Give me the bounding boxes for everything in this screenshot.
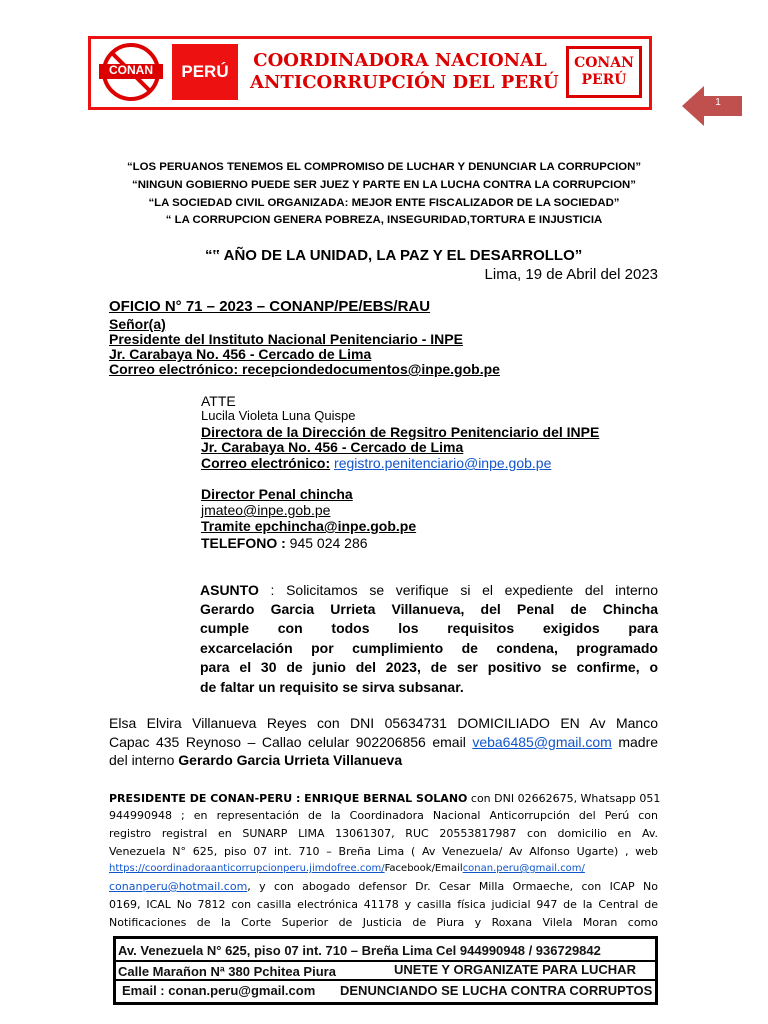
para-line6: [109, 880, 658, 893]
para-line1: [109, 792, 661, 805]
atte-role: Directora de la Dirección de Regsitro Penitenciario del INPE: [201, 424, 600, 440]
asunto-label: ASUNTO: [200, 582, 259, 598]
para-line8: Notificaciones de la Corte Superior de Justicia de Piura y Roxana Vilela Moran como: [109, 916, 658, 929]
logo-text: CONAN: [109, 63, 153, 77]
director-email[interactable]: jmateo@inpe.gob.pe: [201, 502, 331, 518]
asunto-line1: [200, 582, 658, 598]
asunto-line6: de faltar un requisito se sirva subsanar.: [200, 679, 464, 695]
para-line5-mid: Facebook/Email: [384, 863, 463, 874]
page-number: 1: [715, 97, 721, 108]
conan-box-line2: PERÚ: [581, 72, 627, 88]
slogan-3: “LA SOCIEDAD CIVIL ORGANIZADA: MEJOR ENTE FISCALIZADOR DE LA SOCIEDAD”: [148, 197, 620, 209]
atte-email-link[interactable]: registro.penitenciario@inpe.gob.pe: [334, 455, 552, 471]
para-line3: registro registral en SUNARP LIMA 13061307, RUC 20553817987 con domicilio en Av.: [109, 827, 658, 840]
para-line6-rest: , y con abogado defensor Dr. Cesar Milla Ormaeche, con ICAP No: [247, 880, 658, 893]
requester-line2-text: Capac 435 Reynoso – Callao celular 902206856 email: [109, 734, 466, 750]
para-line1-rest: con DNI 02662675, Whatsapp 051: [470, 792, 661, 805]
para-line7: 0169, ICAL No 7812 con casilla electrónica 41178 y casilla física judicial 947 de la Central de: [109, 898, 658, 911]
footer-line1: Av. Venezuela N° 625, piso 07 int. 710 – Breña Lima Cel 944990948 / 936729842: [118, 943, 601, 958]
requester-line1: Elsa Elvira Villanueva Reyes con DNI 05634731 DOMICILIADO EN Av Manco: [109, 715, 658, 731]
hotmail-link[interactable]: conanperu@hotmail.com: [109, 880, 248, 893]
atte-address: Jr. Carabaya No. 456 - Cercado de Lima: [201, 439, 464, 455]
date-line: Lima, 19 de Abril del 2023: [484, 266, 658, 283]
oficio-number: OFICIO N° 71 – 2023 – CONANP/PE/EBS/RAU: [109, 298, 431, 315]
salutation: Señor(a): [109, 316, 166, 332]
para-line5: [109, 863, 658, 874]
peru-label: PERÚ: [172, 44, 238, 100]
footer-email: Email : conan.peru@gmail.com: [122, 983, 316, 998]
footer-address-piura: Calle Marañon Nª 380 Pchitea Piura: [118, 964, 336, 979]
conan-peru-box: [566, 46, 642, 98]
requester-line2: [109, 734, 658, 750]
requester-inmate-name: Gerardo Garcia Urrieta Villanueva: [178, 752, 403, 768]
year-motto: “‟ AÑO DE LA UNIDAD, LA PAZ Y EL DESARROLLO”: [205, 247, 583, 264]
footer-divider-2: [113, 979, 658, 981]
tramite-email[interactable]: Tramite epchincha@inpe.gob.pe: [201, 518, 417, 534]
atte-name: Lucila Violeta Luna Quispe: [201, 408, 356, 423]
phone-value: 945 024 286: [289, 535, 368, 551]
footer-slogan-2: DENUNCIANDO SE LUCHA CONTRA CORRUPTOS: [340, 983, 653, 998]
requester-line2-tail: madre: [618, 734, 659, 750]
email-link[interactable]: conan.peru@gmail.com/: [462, 863, 585, 874]
atte-email-label: Correo electrónico:: [201, 455, 331, 471]
requester-line3-text: del interno: [109, 752, 175, 768]
recipient: Presidente del Instituto Nacional Penitenciario - INPE: [109, 331, 463, 347]
banner-title-line1: COORDINADORA NACIONAL: [253, 50, 547, 71]
phone-line: [201, 535, 368, 551]
atte-label: ATTE: [201, 393, 236, 409]
slogan-2: “NINGUN GOBIERNO PUEDE SER JUEZ Y PARTE EN LA LUCHA CONTRA LA CORRUPCION”: [132, 179, 636, 191]
asunto-line4: excarcelación por cumplimiento de condena, programado: [200, 640, 658, 656]
asunto-line2: Gerardo Garcia Urrieta Villanueva, del Penal de Chincha: [200, 601, 658, 617]
para-line4: Venezuela N° 625, piso 07 int. 710 – Breña Lima ( Av Venezuela/ Av Alfonso Ugarte) , web: [109, 845, 658, 858]
asunto-line5: para el 30 de junio del 2023, de ser positivo se confirme, o: [200, 659, 658, 675]
recipient-address: Jr. Carabaya No. 456 - Cercado de Lima: [109, 346, 372, 362]
requester-line3: [109, 752, 402, 768]
slogan-1: “LOS PERUANOS TENEMOS EL COMPROMISO DE LUCHAR Y DENUNCIAR LA CORRUPCION”: [126, 161, 642, 173]
requester-email-link[interactable]: veba6485@gmail.com: [472, 734, 612, 750]
recipient-email[interactable]: Correo electrónico: recepciondedocumentos@inpe.gob.pe: [109, 361, 500, 377]
asunto-line3: cumple con todos los requisitos exigidos para: [200, 620, 658, 636]
para-line2: 944990948 ; en representación de la Coordinadora Nacional Anticorrupción del Perú con: [109, 809, 658, 822]
footer-slogan-1: UNETE Y ORGANIZATE PARA LUCHAR: [394, 962, 636, 977]
slogan-4: “ LA CORRUPCION GENERA POBREZA, INSEGURIDAD,TORTURA E INJUSTICIA: [165, 214, 603, 226]
atte-email-line: [201, 455, 551, 471]
web-link[interactable]: https://coordinadoraanticorrupcionperu.jimdofree.com/: [109, 863, 385, 874]
asunto-line1-text: : Solicitamos se verifique si el expediente del interno: [258, 582, 658, 598]
banner-title-line2: ANTICORRUPCIÓN DEL PERÚ: [250, 72, 559, 93]
para-president: PRESIDENTE DE CONAN-PERU : ENRIQUE BERNAL SOLANO: [109, 792, 468, 805]
phone-label: TELEFONO :: [201, 535, 286, 551]
conan-box-line1: CONAN: [574, 55, 634, 71]
director-title: Director Penal chincha: [201, 486, 353, 502]
